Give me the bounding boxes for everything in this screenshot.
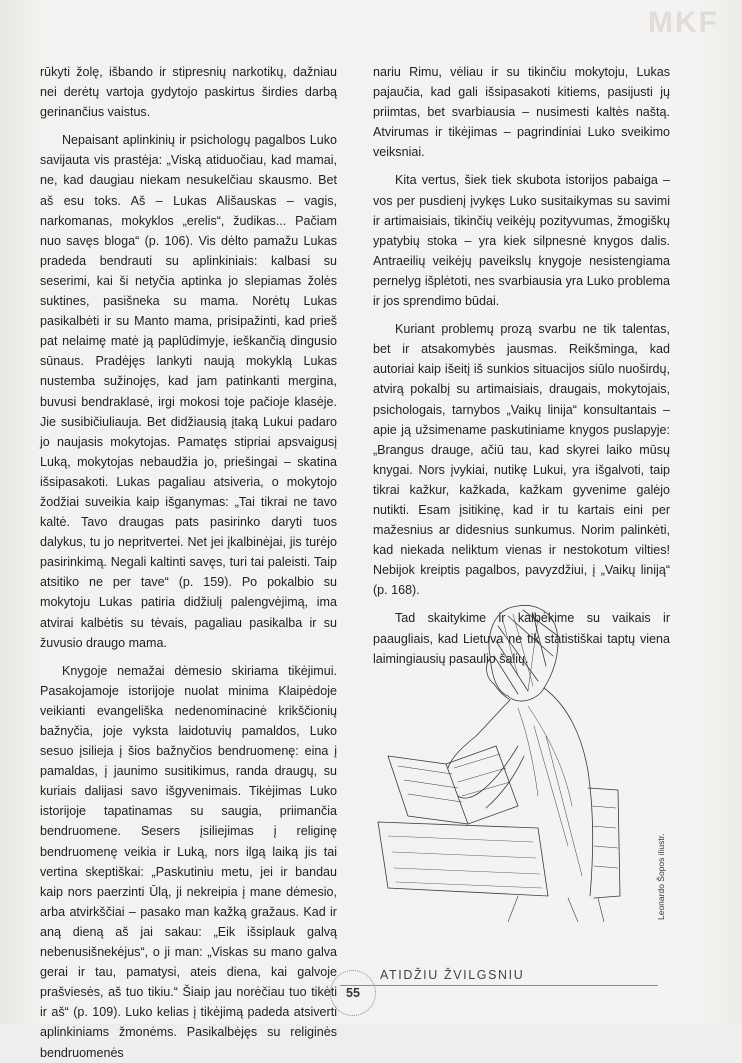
page-number: 55 [346, 986, 360, 1000]
paragraph: rūkyti žolę, išbando ir stipresnių narkotikų, dažniau nei derėtų vartoja gydytojo paskirtus širdies darbą gerinančius vaistus. [40, 65, 337, 120]
paragraph: Knygoje nemažai dėmesio skiriama tikėjimui. Pasakojamoje istorijoje nuolat minima Klaipėdoje veikianti evangeliška nedenominacinė krikščionių bažnyčia, joje vyksta laidotuvių pamaldos, Luko sesuo įsilieja į šios bažnyčios bendruomenę: eina į pamaldas, į jaunimo susitikimus, randa draugų, su kuriais dalijasi savo išgyvenimais. Tikėjimas Luko istorijoje tapatinamas su saugia, priimančia bendruomene. Sesers įsiliejimas į religinę bendruomenę veikia ir Luką, nors ilgą laiką jis tai vertina skeptiškai: „Paskutiniu metu, jei ir bandau kaip nors paerzinti Ūlą, ji nekreipia į mane dėmesio, arba atvirkščiai – pasako man kažką gražaus. Kad ir aną dieną aš jai sakau: „Eik išsiplauk galvą nebenusišnekėjus“, o ji man: „Viskas su mano galva gerai ir tau, pamatysi, ateis diena, kai galvoje prašviesės, aš tuo tikiu.“ Šiaip jau norėčiau tuo tikėti ir aš“ (p. 109). Luko kelias į tikėjimą padeda atsiverti aplinkiniams žmonėms. Pasikalbėjęs su religinės bendruomenės [40, 663, 337, 1060]
illustration-credit: Leonardo Šopos iliustr. [656, 833, 666, 920]
paragraph: nariu Rimu, vėliau ir su tikinčiu mokytoju, Lukas pajaučia, kad gali išsipasakoti kitiems, pasijusti jų priimtas, bet svarbiausia – nusimesti kaltės naštą. Atvirumas ir tikėjimas – pagrindiniai Luko sveikimo veiksniai. [373, 65, 670, 160]
paragraph: Nepaisant aplinkinių ir psichologų pagalbos Luko savijauta vis prastėja: „Viską atiduočiau, kad mamai, ne, kad daugiau niekam nesukelčiau skausmo. Bet aš esu toks. Aš – Lukas Ališauskas – vagis, narkomanas, mokyklos „erelis“, žudikas... Pačiam nuo savęs bloga“ (p. 106). Vis dėlto pamažu Lukas pradeda bendrauti su aplinkiniais: kalbasi su seserimi, kai ši netyčia aptinka jo slepiamas žolės suktines, pasišneka su mama. Norėtų Lukas pasikalbėti ir su Manto mama, prisipažinti, kad prieš pat nelaimę matė ją paplūdimyje, ieškančią dingusio sūnaus. Pradėjęs lankyti naują mokyklą Lukas nustemba sužinojęs, kad jam patinkanti mergina, buvusi bendraklasė, irgi mokosi toje pačioje klasėje. Jie susibičiuliauja. Bet didžiausią įtaką Lukui padaro jo naujasis mokytojas. Pamatęs stipriai apsvaigusį Luką, mokytojas nebaudžia jo, priešingai – skatina išsipasakoti. Lukas pagaliau atsiveria, o mokytojo žodžiai suveikia kaip išganymas: „Tai tikrai ne tavo kaltė. Tavo draugas pats pasirinko daryti tuos dalykus, tu jo nepritvertei. Net jei įkalbinėjai, jis turėjo pasirinkimą. Negali kaltinti savęs, turi tai paleisti. Taip atsitiko ne per tave“ (p. 159). Po pokalbio su mokytoju Lukas patiria didžiulį palengvėjimą, ima atvirai kalbėtis su tėvais, pagaliau pasikalba ir su žuvusio draugo mama. [40, 133, 337, 650]
paragraph: Tad skaitykime ir kalbėkime su vaikais ir paaugliais, kad Lietuva ne tik statistiškai taptų viena laimingiausių pasaulio šalių. [373, 611, 670, 666]
footer-divider [340, 985, 658, 986]
pencil-sketch-illustration [368, 596, 640, 922]
paragraph: Kita vertus, šiek tiek skubota istorijos pabaiga – vos per pusdienį įvykęs Luko susitaikymas su savimi ir artimaisiais, tikinčių veikėjų pozityvumas, žmogiškų ypatybių stoka – yra kiek silpnesnė knygos dalis. Antraeilių veikėjų paveikslų knygoje nesistengiama pernelyg išplėtoti, nes svarbiausia yra Luko problema ir jos sprendimo būdai. [373, 173, 670, 309]
left-text-column [40, 62, 337, 1063]
bleed-through-text: MKF [648, 6, 719, 39]
section-title: ATIDŽIU ŽVILGSNIU [380, 968, 525, 982]
right-text-column [373, 62, 670, 669]
paragraph: Kuriant problemų prozą svarbu ne tik talentas, bet ir atsakomybės jausmas. Reikšminga, kad autoriai kaip išeitį iš sunkios situacijos siūlo nuoširdų, atvirą pokalbį su artimaisiais, draugais, mokytojais, psichologais, tarnybos „Vaikų linija“ konsultantais – apie ją užsimename paskutiniame knygos puslapyje: „Brangus drauge, ačiū tau, kad skyrei laiko mūsų knygai. Nors įvykiai, nutikę Lukui, yra išgalvoti, taip tikrai kažkur, kažkada, kažkam gyvenime galėjo nutikti. Esam įsitikinę, kad ir tu kartais eini per mažesnius ar didesnius sunkumus. Norim palinkėti, kad niekada neliktum vienas ir nestokotum vilties! Nebijok kreiptis pagalbos, pavyzdžiui, į „Vaikų liniją“ (p. 168). [373, 322, 670, 598]
page-number-badge [330, 970, 376, 1016]
